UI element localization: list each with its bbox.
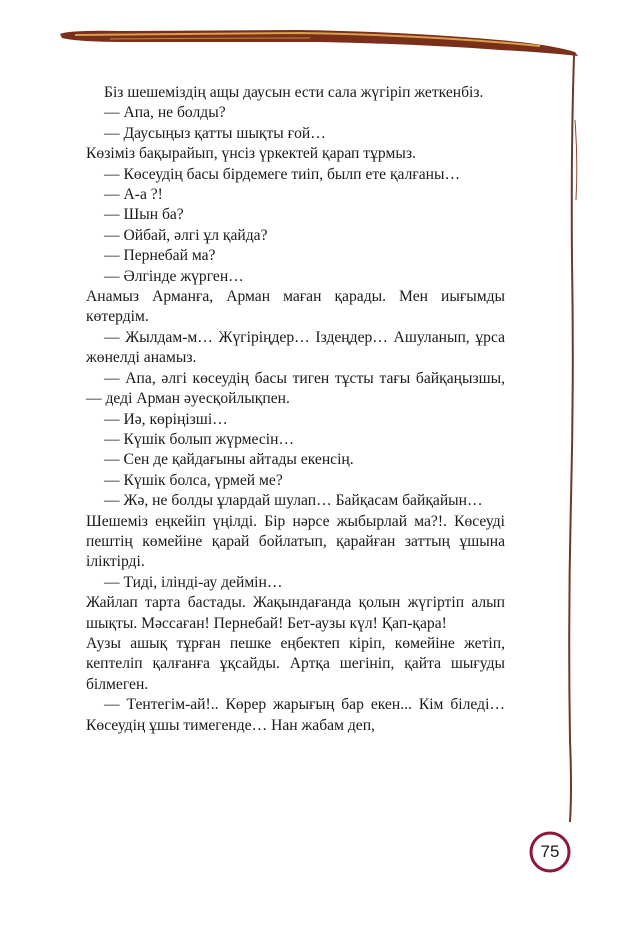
dialogue-line: — Жылдам-м… Жүгіріңдер… Іздеңдер… Ашуланып, ұрса жөнелді анамыз. bbox=[86, 328, 505, 367]
dialogue-line: — Күшік болып жүрмесін… bbox=[104, 430, 295, 448]
paragraph: Шешеміз еңкейіп үңілді. Бір нәрсе жыбырлай ма?!. Көсеуді пештің көмейіне қарай бойлатып, қарайған заттың ұшына іліктірді. bbox=[86, 512, 505, 571]
paragraph: Аузы ашық тұрған пешке еңбектеп кіріп, көмейіне жетіп, кептеліп қалғанға ұқсайды. Артқа шегініп, қайта шығуды білмеген. bbox=[86, 634, 505, 693]
body-text bbox=[86, 83, 505, 736]
dialogue-line: — Әлгінде жүрген… bbox=[104, 267, 244, 285]
thread-drip bbox=[575, 120, 577, 200]
right-thread bbox=[569, 55, 574, 822]
dialogue-line: — Апа, әлгі көсеудің басы тиген тұсты тағы байқаңызшы, — деді Арман әуесқойлықпен. bbox=[86, 369, 505, 408]
dialogue-line: — Жә, не болды ұлардай шулап… Байқасам байқайын… bbox=[104, 492, 483, 510]
dialogue-line: — Апа, не болды? bbox=[104, 104, 226, 122]
dialogue-line: — Көсеудің басы бірдемеге тиіп, былп ете қалғаны… bbox=[104, 165, 461, 183]
dialogue-line: — А-а ?! bbox=[104, 186, 163, 204]
dialogue-line: — Сен де қайдағыны айтады екенсің. bbox=[104, 451, 354, 469]
paragraph: Көзіміз бақырайып, үнсіз үркектей қарап тұрмыз. bbox=[86, 145, 416, 163]
dialogue-line: — Даусыңыз қатты шықты ғой… bbox=[104, 124, 326, 142]
paragraph: Біз шешеміздің ащы даусын ести сала жүгіріп жеткенбіз. bbox=[104, 84, 484, 101]
dialogue-line: — Шын ба? bbox=[104, 206, 184, 224]
dialogue-line: — Ойбай, әлгі ұл қайда? bbox=[104, 226, 268, 244]
dialogue-line: — Пернебай ма? bbox=[104, 247, 216, 265]
dialogue-line: — Тентегім-ай!.. Көрер жарығың бар екен... Кім біледі… Көсеудің ұшы тимегенде… Нан жабам деп, bbox=[86, 696, 505, 734]
dialogue-line: — Иә, көріңізші… bbox=[104, 410, 228, 428]
page-number: 75 bbox=[540, 842, 560, 861]
dialogue-line: — Тиді, ілінді-ау деймін… bbox=[104, 573, 283, 591]
paragraph: Жайлап тарта бастады. Жақындағанда қолын жүгіртіп алып шықты. Мәссаған! Пернебай! Бет-аузы күл! Қап-қара! bbox=[86, 594, 505, 632]
dialogue-line: — Күшік болса, үрмей ме? bbox=[104, 471, 283, 489]
paragraph: Анамыз Арманға, Арман маған қарады. Мен иығымды көтердім. bbox=[86, 288, 505, 326]
